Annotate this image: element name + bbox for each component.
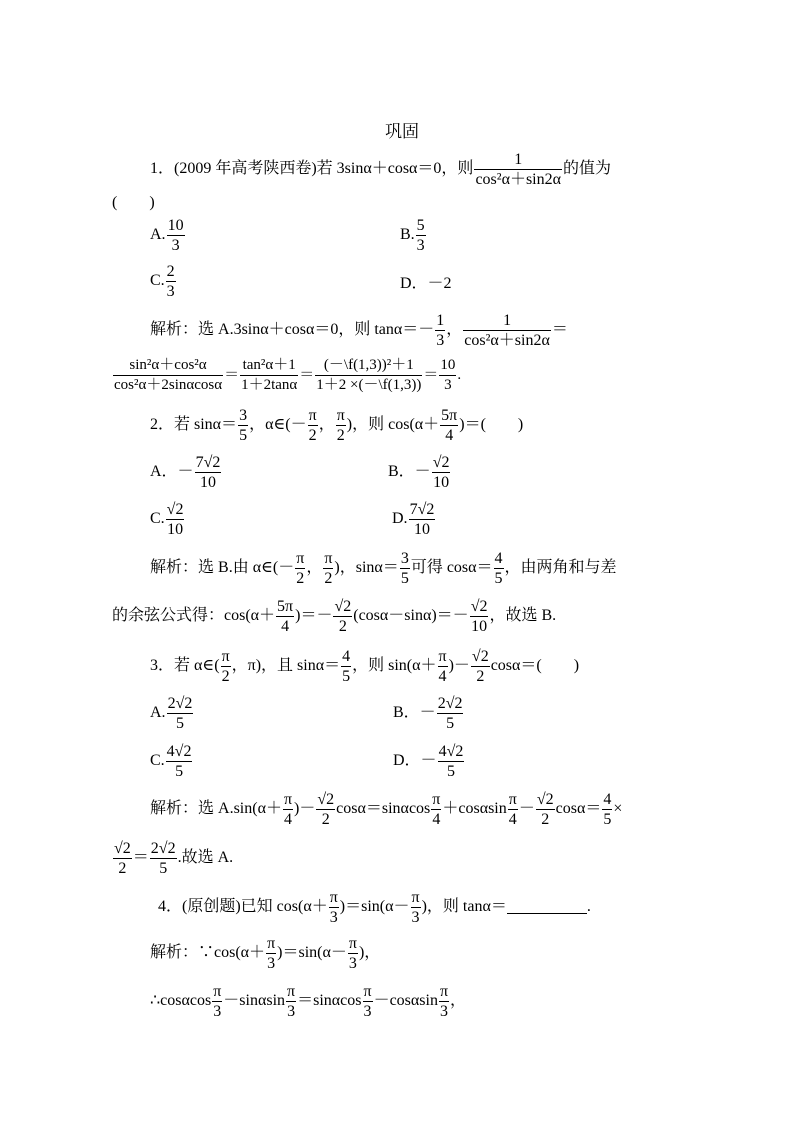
sol1-f3-num: sin²α＋cos²α: [113, 356, 223, 376]
sol3-f4-num: π: [508, 791, 517, 808]
q2-f3-den: 2: [336, 427, 345, 444]
q3-f1-den: 2: [221, 668, 230, 685]
sol1-f1-num: 1: [436, 312, 445, 329]
q4-f1-num: π: [329, 889, 338, 906]
q2-option-c-den: 10: [167, 521, 184, 538]
sol4-line2-b: －sinαsin: [223, 992, 286, 1010]
q3-option-a: [150, 694, 194, 733]
sol3-f1-den: 4: [284, 811, 292, 828]
q2-text-1: 2．若 sinα＝: [150, 416, 238, 434]
sol4-line2-c: ＝sinαcos: [297, 992, 362, 1010]
q2-f3-num: π: [336, 407, 345, 424]
sol1-f1-den: 3: [436, 332, 445, 349]
q3-option-d-den: 5: [446, 763, 455, 780]
q2-option-d-num: 7√2: [409, 501, 435, 518]
q3-option-d: [393, 742, 465, 781]
sol4-f6-num: π: [439, 983, 449, 1000]
sol1-end: .: [457, 366, 462, 383]
sol2-text-2: ，: [306, 559, 323, 577]
q2-option-a-num: 7√2: [195, 454, 221, 471]
sol1-f4-num: tan²α＋1: [240, 356, 298, 376]
q1-option-b-num: 5: [416, 217, 425, 234]
sol3-text-5: －: [518, 800, 535, 818]
q1-option-b: [400, 216, 427, 255]
sol4-text-3: )，: [358, 944, 381, 962]
sol4-f1-num: π: [267, 935, 276, 952]
q3-option-b: [393, 694, 464, 733]
q3-option-a-num: 2√2: [167, 695, 193, 712]
sol4-f4-num: π: [287, 983, 296, 1000]
q3-f4-den: 2: [476, 668, 485, 685]
q2-text-3: ，: [318, 416, 335, 434]
q3-f2-num: 4: [342, 648, 351, 665]
solution-1: [150, 311, 568, 350]
q2-f4-num: 5π: [441, 407, 458, 424]
solution-2: [150, 549, 617, 588]
q3-option-a-label: A.: [150, 704, 166, 722]
sol1-eq: ＝: [551, 321, 568, 339]
q1-option-b-label: B.: [400, 226, 415, 244]
sol2-f6-num: √2: [334, 598, 352, 615]
sol3-f3-num: π: [432, 791, 441, 808]
sol2-line2-d: ，故选 B.: [489, 607, 557, 625]
solution-3-line-2: [112, 839, 233, 878]
sol1-f5-num: (－\f(1,3))²＋1: [315, 356, 422, 376]
sol4-label: 解析：: [150, 944, 199, 962]
sol3-f1-num: π: [283, 791, 293, 808]
sol3-text-3: cosα＝sinαcos: [336, 800, 431, 818]
q3-text-1: 3．若 α∈(: [150, 657, 220, 675]
sol1-eq-2: ＝: [224, 366, 240, 383]
sol2-f6-den: 2: [338, 618, 347, 635]
q3-text-3: ，则 sin(α＋: [352, 657, 437, 675]
q3-text-4: )－: [448, 657, 470, 675]
sol2-f7-den: 10: [471, 618, 488, 635]
sol3-f7-num: √2: [114, 840, 131, 857]
sol3-text-1: 选 A.sin(α＋: [198, 800, 282, 818]
sol2-line2-c: (cosα－sinα)＝－: [353, 607, 469, 625]
solution-3: [150, 790, 622, 829]
sol1-eq-3: ＝: [299, 366, 315, 383]
q2-text-5: )＝( ): [459, 416, 524, 434]
sol2-f1-den: 2: [296, 570, 305, 587]
q3-text-2: ，π)，且 sinα＝: [231, 657, 341, 675]
q4-text-3: )，则 tanα＝: [421, 898, 507, 916]
sol3-text-8: ＝: [132, 849, 149, 867]
sol2-f3-num: 3: [400, 550, 409, 567]
q4-f2-den: 3: [411, 909, 420, 926]
sol2-f3-den: 5: [400, 570, 409, 587]
sol4-text-1: ∵cos(α＋: [198, 944, 266, 962]
q4-f1-den: 3: [329, 909, 338, 926]
solution-4-line-2: [150, 982, 466, 1021]
q3-option-c-den: 5: [175, 763, 184, 780]
sol2-f5-num: 5π: [277, 598, 294, 615]
q2-option-a-label: A．－: [150, 463, 194, 481]
sol1-eq-4: ＝: [423, 366, 439, 383]
sol3-f2-num: √2: [317, 791, 335, 808]
q3-option-a-den: 5: [175, 715, 184, 732]
sol1-comma: ，: [446, 321, 463, 339]
q3-option-b-den: 5: [446, 715, 455, 732]
q2-f1-num: 3: [239, 407, 248, 424]
sol2-text-3: )，sinα＝: [334, 559, 399, 577]
sol4-line2-d: －cosαsin: [373, 992, 438, 1010]
q3-option-b-label: B．－: [393, 704, 436, 722]
sol3-f6-den: 5: [603, 811, 612, 828]
sol3-text-7: ×: [613, 800, 623, 818]
q1-option-a-label: A.: [150, 226, 166, 244]
sol4-text-2: )＝sin(α－: [277, 944, 347, 962]
q2-option-b-label: B．－: [388, 463, 431, 481]
q3-option-b-num: 2√2: [437, 695, 463, 712]
q1-option-b-den: 3: [416, 237, 425, 254]
sol2-line2-a: 的余弦公式得：cos(α＋: [112, 607, 276, 625]
q1-option-c-label: C.: [150, 272, 165, 290]
sol2-f5-den: 4: [281, 618, 290, 635]
q2-option-b-num: √2: [432, 454, 450, 471]
sol2-f4-num: 4: [494, 550, 503, 567]
q1-tail: 的值为: [563, 160, 612, 178]
sol3-text-2: )－: [294, 800, 316, 818]
sol3-f8-den: 5: [159, 860, 168, 877]
q1-paren: ( ): [112, 194, 155, 211]
q3-f2-den: 5: [342, 668, 351, 685]
sol1-label: 解析：: [150, 321, 199, 339]
question-2: [150, 406, 523, 445]
q1-frac-den: cos²α＋sin2α: [475, 171, 562, 188]
sol4-f2-den: 3: [348, 955, 357, 972]
q2-f1-den: 5: [239, 427, 248, 444]
sol4-line2-e: ，: [450, 992, 467, 1010]
q1-stem: 1．(2009 年高考陕西卷)若 3sinα＋cosα＝0，则: [150, 160, 474, 178]
question-4: [158, 888, 591, 927]
sol4-f6-den: 3: [440, 1003, 448, 1020]
sol4-f3-num: π: [213, 983, 222, 1000]
q1-option-a: [150, 216, 186, 255]
q1-fraction: [474, 150, 562, 189]
sol4-f2-num: π: [348, 935, 357, 952]
q4-f2-num: π: [411, 889, 420, 906]
sol3-f3-den: 4: [432, 811, 441, 828]
sol4-line2-a: ∴cosαcos: [150, 992, 212, 1010]
sol3-f6-num: 4: [603, 791, 612, 808]
sol1-f6-num: 10: [439, 356, 456, 376]
sol4-f5-num: π: [363, 983, 372, 1000]
sol2-line2-b: )＝－: [295, 607, 333, 625]
q2-option-d-label: D.: [392, 510, 408, 528]
sol2-text-1: 选 B.由 α∈(－: [198, 559, 295, 577]
q1-option-d: D．－2: [400, 275, 452, 292]
sol1-f5-den: 1＋2 ×(－\f(1,3)): [316, 377, 422, 393]
sol4-f1-den: 3: [267, 955, 276, 972]
sol1-f3-den: cos²α＋2sinαcosα: [114, 377, 223, 393]
q2-option-d: [392, 500, 436, 539]
sol2-label: 解析：: [150, 559, 199, 577]
solution-1-line-2: [112, 356, 461, 395]
q2-option-d-den: 10: [413, 521, 430, 538]
q3-option-d-num: 4√2: [438, 743, 464, 760]
sol3-text-6: cosα＝: [555, 800, 602, 818]
q1-frac-num: 1: [474, 150, 562, 170]
sol2-f2-den: 2: [324, 570, 333, 587]
q2-text-4: )，则 cos(α＋: [346, 416, 440, 434]
sol3-f5-den: 2: [541, 811, 550, 828]
sol4-f4-den: 3: [287, 1003, 296, 1020]
q4-text-1: 4．(原创题)已知 cos(α＋: [158, 898, 328, 916]
q1-option-c: [150, 262, 177, 301]
sol3-label: 解析：: [150, 800, 199, 818]
sol2-f4-den: 5: [494, 570, 503, 587]
q4-end: .: [586, 898, 591, 916]
sol2-f7-num: √2: [470, 598, 488, 615]
sol3-f8-num: 2√2: [150, 840, 176, 857]
q2-option-c-num: √2: [166, 501, 184, 518]
sol4-f5-den: 3: [363, 1003, 372, 1020]
q3-option-d-label: D．－: [393, 752, 437, 770]
q2-option-c: [150, 500, 185, 539]
q1-option-a-den: 3: [171, 237, 180, 254]
page-title: 巩固: [385, 122, 419, 141]
q2-f2-num: π: [308, 407, 317, 424]
q2-f4-den: 4: [445, 427, 454, 444]
q3-text-5: cosα＝( ): [490, 657, 580, 675]
sol2-text-5: ，由两角和与差: [504, 559, 617, 577]
sol1-f2-num: 1: [463, 311, 551, 331]
q2-f2-den: 2: [308, 427, 317, 444]
question-3: [150, 647, 579, 686]
sol3-f5-num: √2: [536, 791, 554, 808]
sol1-text: 选 A.3sinα＋cosα＝0，则 tanα＝－: [198, 321, 435, 339]
sol1-f6-den: 3: [444, 377, 452, 393]
sol1-f2-den: cos²α＋sin2α: [464, 332, 550, 349]
q2-option-b-den: 10: [433, 474, 450, 491]
q3-option-c-num: 4√2: [166, 743, 192, 760]
q1-option-a-num: 10: [167, 217, 184, 234]
q1-option-c-den: 3: [166, 283, 175, 300]
q3-option-c: [150, 742, 193, 781]
q3-f4-num: √2: [471, 648, 489, 665]
q3-f3-den: 4: [438, 668, 447, 685]
sol2-f2-num: π: [324, 550, 333, 567]
sol3-f4-den: 4: [508, 811, 517, 828]
q4-answer-blank: [507, 899, 587, 914]
q2-text-2: ，α∈(－: [249, 416, 307, 434]
sol3-f2-den: 2: [321, 811, 330, 828]
sol2-f1-num: π: [296, 550, 305, 567]
q4-text-2: )＝sin(α－: [339, 898, 410, 916]
q2-option-c-label: C.: [150, 510, 165, 528]
sol4-f3-den: 3: [213, 1003, 222, 1020]
solution-2-line-2: [112, 597, 556, 636]
sol1-f4-den: 1＋2tanα: [241, 377, 298, 393]
sol3-text-9: .故选 A.: [177, 849, 234, 867]
q3-f3-num: π: [438, 648, 447, 665]
q2-option-b: [388, 453, 451, 492]
sol3-f7-den: 2: [118, 860, 127, 877]
question-1: [150, 150, 611, 189]
q2-option-a-den: 10: [199, 474, 216, 491]
q2-option-a: [150, 453, 222, 492]
solution-4: [150, 934, 380, 973]
sol3-text-4: ＋cosαsin: [442, 800, 507, 818]
q3-option-c-label: C.: [150, 752, 165, 770]
sol2-text-4: 可得 cosα＝: [410, 559, 493, 577]
q3-f1-num: π: [221, 648, 230, 665]
q1-option-c-num: 2: [166, 263, 175, 280]
